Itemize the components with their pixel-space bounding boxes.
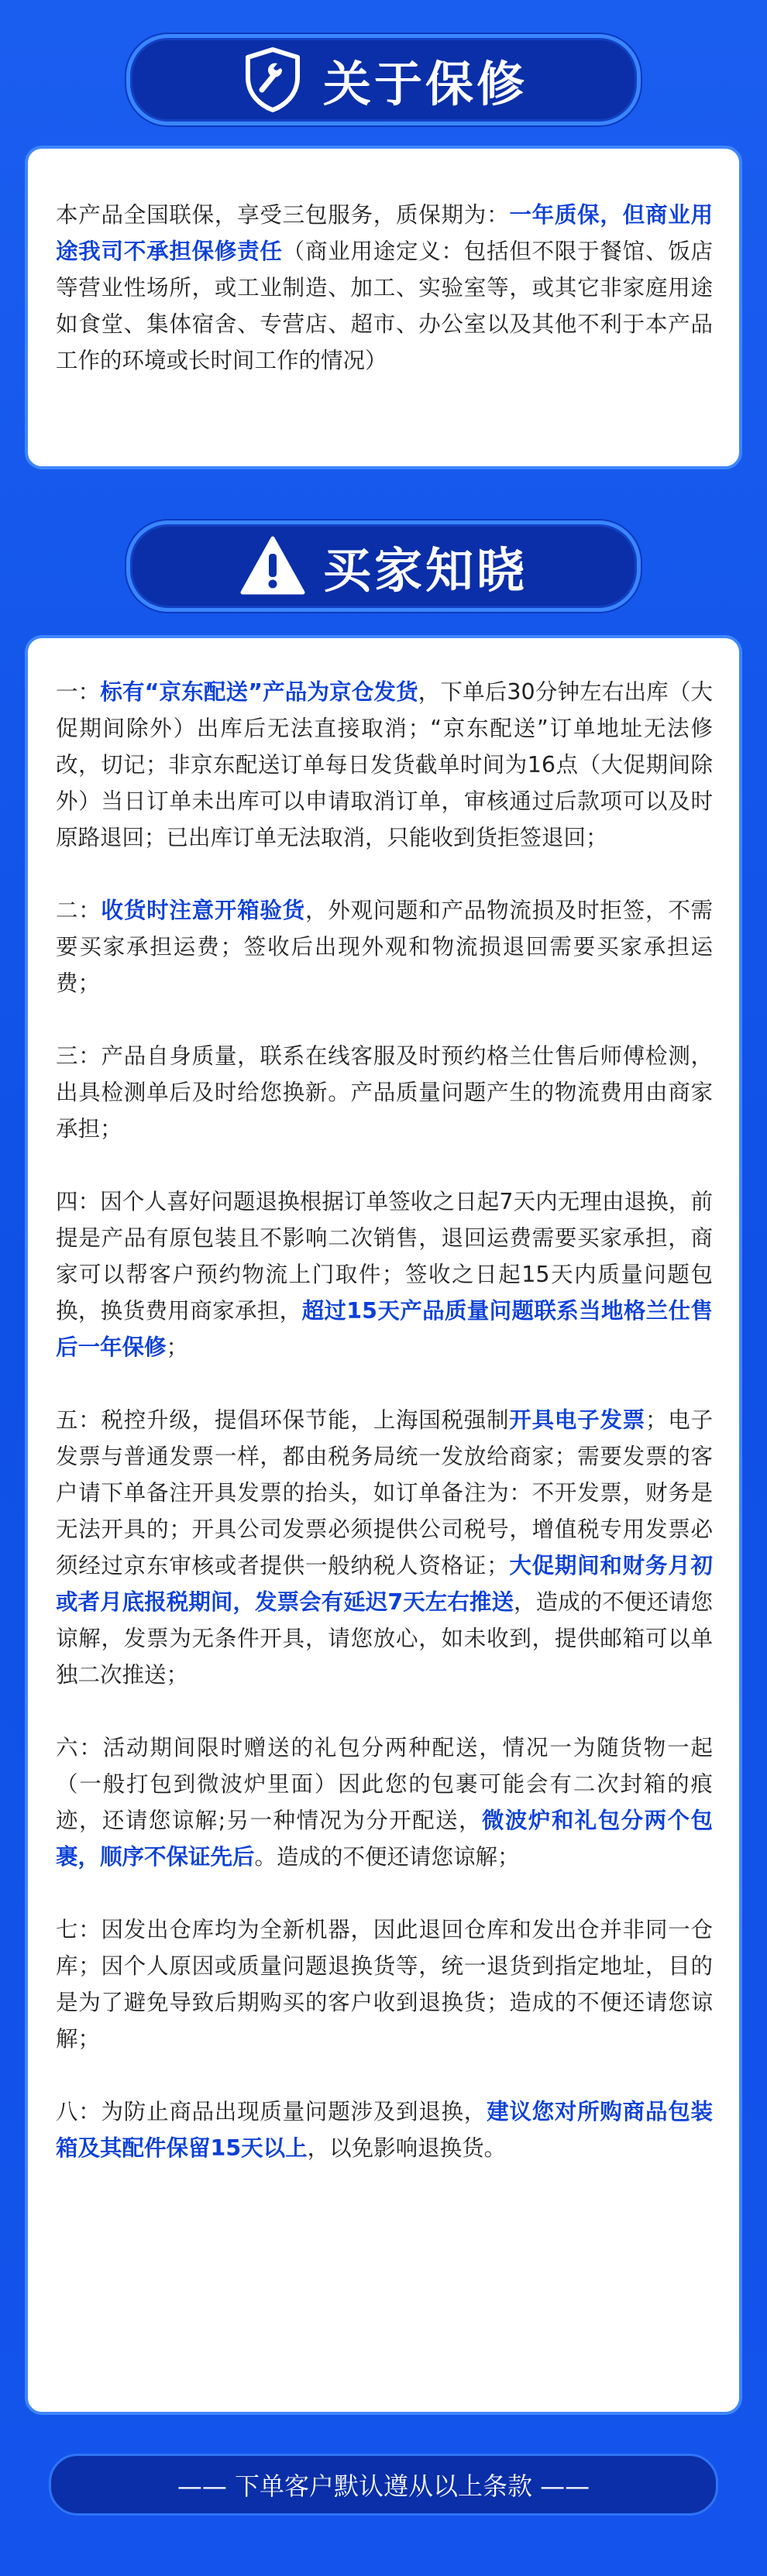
notice-item [56,1729,713,1875]
body-text: 八：为防止商品出现质量问题涉及到退换， [56,2099,487,2124]
notice-item [56,674,713,856]
body-text: ；电子发票与普通发票一样，都由税务局统一发放给商家；需要发票的客户请下单备注开具发票的抬头，如订单备注为：不开发票，财务是无法开具的；开具公司发票必须提供公司税号，增值税专用发票必须经过京东审核或者提供一般纳税人资格证； [56,1407,713,1578]
body-text: 。造成的不便还请您谅解； [254,1844,520,1870]
warning-triangle-icon [239,533,306,599]
body-text: ； [166,1334,189,1360]
body-text: 一： [56,679,101,705]
notice-item [56,1038,713,1147]
highlight-text: 大促期间和财务月初或者月底报税期间，发票会有延迟7天左右推送 [56,1553,713,1615]
notice-item [56,1183,713,1365]
shield-wrench-icon [239,46,306,113]
highlight-text: 收货时注意开箱验货 [101,898,305,923]
body-text: 二： [56,898,101,923]
notice-card [25,635,742,2415]
warranty-card [25,146,742,469]
body-text: ，以免影响退换货。 [307,2135,507,2161]
body-text: ，下单后30分钟左右出库（大促期间除外）出库后无法直接取消；“京东配送”订单地址无法修改，切记；非京东配送订单每日发货截单时间为16点（大促期间除外）当日订单未出库可以申请取消订单，审核通过后款项可以及时原路退回；已出库订单无法取消，只能收到货拒签退回； [56,679,713,850]
notice-item [56,1402,713,1693]
notice-item [56,892,713,1001]
body-text: 本产品全国联保，享受三包服务，质保期为： [56,202,510,228]
warranty-header [126,34,641,125]
highlight-text: 开具电子发票 [509,1407,645,1433]
notice-item [56,1911,713,2057]
body-text: 三：产品自身质量，联系在线客服及时预约格兰仕售后师傅检测，出具检测单后及时给您换新。产品质量问题产生的物流费用由商家承担； [56,1043,713,1142]
warranty-text [56,197,713,379]
notice-item [56,2093,713,2166]
highlight-text: 标有“京东配送”产品为京仓发货 [100,679,418,705]
body-text: 五：税控升级，提倡环保节能，上海国税强制 [56,1407,510,1433]
notice-title: 买家知晓 [322,541,528,599]
footer-banner [49,2454,718,2516]
body-text: 四：因个人喜好问题退换根据订单签收之日起7天内无理由退换，前提是产品有原包装且不影响二次销售，退回运费需要买家承担，商家可以帮客户预约物流上门取件；签收之日起15天内质量问题包换，换货费用商家承担， [56,1189,713,1324]
body-text: 七：因发出仓库均为全新机器，因此退回仓库和发出仓并非同一仓库；因个人原因或质量问题退换货等，统一退货到指定地址，目的是为了避免导致后期购买的客户收到退换货；造成的不便还请您谅解； [56,1917,713,2052]
body-text: ，造成的不便还请您谅解，发票为无条件开具，请您放心，如未收到，提供邮箱可以单独二次推送； [56,1589,713,1688]
footer-text: —— 下单客户默认遵从以上条款 —— [177,2471,590,2501]
body-text: ，外观问题和产品物流损及时拒签，不需要买家承担运费；签收后出现外观和物流损退回需要买家承担运费； [56,898,713,996]
highlight-text: 建议您对所购商品包装箱及其配件保留15天以上 [56,2099,713,2161]
highlight-text: 微波炉和礼包分两个包裹，顺序不保证先后 [56,1808,713,1870]
warranty-title: 关于保修 [322,55,528,112]
highlight-text: 超过15天产品质量问题联系当地格兰仕售后一年保修 [56,1298,713,1360]
body-text: （商业用途定义：包括但不限于餐馆、饭店等营业性场所，或工业制造、加工、实验室等，或其它非家庭用途如食堂、集体宿舍、专营店、超市、办公室以及其他不利于本产品工作的环境或长时间工作的情况） [56,239,713,373]
highlight-text: 一年质保，但商业用途我司不承担保修责任 [56,202,713,264]
notice-header [126,520,641,612]
body-text: 六：活动期间限时赠送的礼包分两种配送，情况一为随货物一起（一般打包到微波炉里面）因此您的包裹可能会有二次封箱的痕迹，还请您谅解;另一种情况为分开配送， [56,1735,713,1833]
